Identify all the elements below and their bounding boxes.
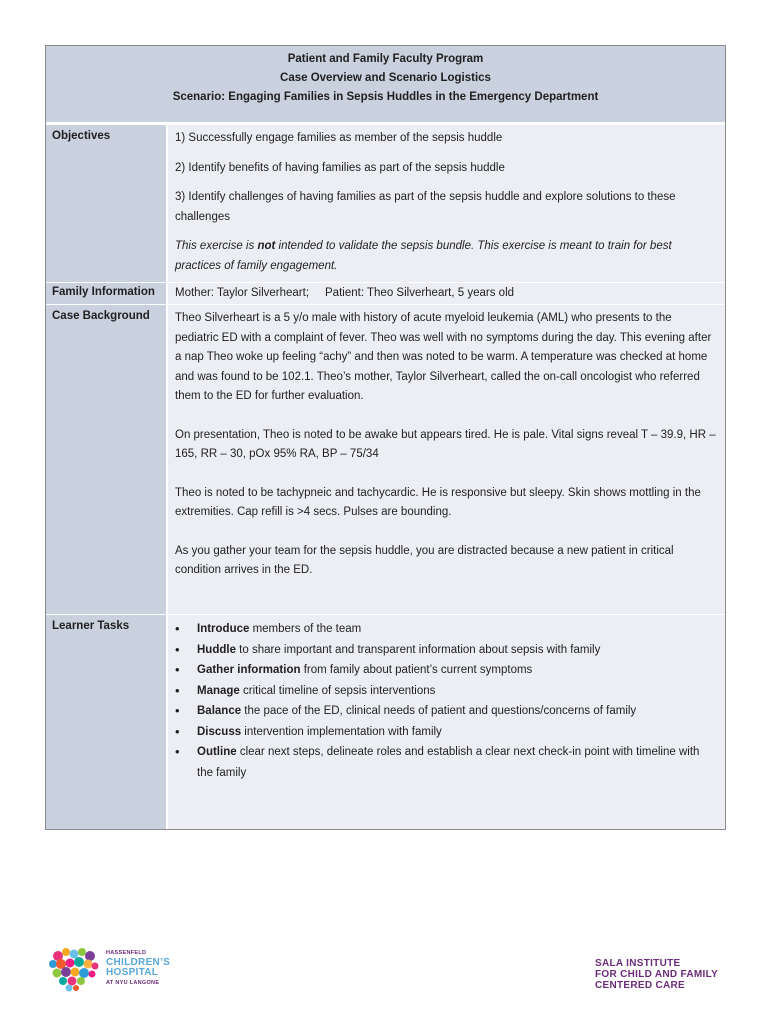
task-item: • Discuss intervention implementation with family — [175, 722, 717, 743]
objective-item: 1) Successfully engage families as member of the sepsis huddle — [175, 132, 503, 144]
objective-item: 3) Identify challenges of having families as part of the sepsis huddle and explore solutions to these challenges — [175, 191, 676, 223]
objectives-label: Objectives — [46, 125, 168, 282]
objectives-content — [168, 125, 725, 282]
scenario-title: Scenario: Engaging Families in Sepsis Huddles in the Emergency Department — [172, 91, 599, 103]
case-content — [168, 305, 725, 614]
task-item: • Manage critical timeline of sepsis interventions — [175, 681, 717, 702]
case-paragraph: Theo Silverheart is a 5 y/o male with history of acute myeloid leukemia (AML) who presents to the pediatric ED with a complaint of fever. Theo was well with no symptoms during the day. This evening after a nap Theo woke up feeling “achy” and then was noted to be warm. A temperature was checked at home and was found to be 102.1. Theo’s mother, Taylor Silverheart, called the on-call oncologist who referred them to the ED for further evaluation. — [175, 312, 712, 402]
note-text: This exercise is — [175, 240, 258, 252]
case-paragraph: As you gather your team for the sepsis huddle, you are distracted because a new patient in critical condition arrives in the ED. — [175, 544, 674, 576]
table-header — [46, 46, 725, 124]
hassenfeld-logo-text — [106, 948, 170, 988]
patient-info: Patient: Theo Silverheart, 5 years old — [325, 287, 515, 299]
task-item: • Gather information from family about patient’s current symptoms — [175, 660, 717, 681]
case-label: Case Background — [46, 305, 168, 614]
case-paragraph: Theo is noted to be tachypneic and tachycardic. He is responsive but sleepy. Skin shows mottling in the extremities. Cap refill is >4 secs. Pulses are bounding. — [175, 486, 701, 518]
logo-line: FOR CHILD AND FAMILY — [595, 969, 719, 980]
family-label: Family Information — [46, 283, 168, 304]
objectives-row — [46, 124, 725, 282]
tasks-content — [168, 615, 725, 829]
hassenfeld-logo — [44, 942, 170, 994]
note-text: intended to validate the sepsis bundle. This exercise is meant to train for best practices of family engagement. — [175, 240, 672, 272]
mother-info: Mother: Taylor Silverheart; — [175, 287, 310, 299]
case-row — [46, 304, 725, 614]
tasks-row — [46, 614, 725, 829]
task-item: • Huddle to share important and transparent information about sepsis with family — [175, 640, 717, 661]
logo-line: CENTERED CARE — [595, 980, 686, 991]
logo-line: SALA INSTITUTE — [595, 958, 681, 969]
task-item: • Introduce members of the team — [175, 619, 717, 640]
case-paragraph: On presentation, Theo is noted to be awake but appears tired. He is pale. Vital signs reveal T – 39.9, HR – 165, RR – 30, pOx 95% RA, BP – 75/34 — [175, 428, 716, 460]
family-row — [46, 282, 725, 304]
note-emphasis: not — [257, 240, 276, 252]
tasks-label: Learner Tasks — [46, 615, 168, 829]
objective-item: 2) Identify benefits of having families as part of the sepsis huddle — [175, 161, 505, 174]
logo-line: HASSENFELD — [106, 950, 147, 956]
objectives-note — [175, 237, 717, 276]
sala-institute-logo — [595, 958, 718, 991]
heart-mosaic-icon — [44, 942, 102, 994]
overview-title: Case Overview and Scenario Logistics — [280, 72, 491, 84]
program-title: Patient and Family Faculty Program — [287, 53, 484, 65]
logo-line: HOSPITAL — [106, 967, 159, 978]
logo-line: AT NYU LANGONE — [106, 980, 160, 986]
task-item: • Balance the pace of the ED, clinical needs of patient and questions/concerns of family — [175, 701, 717, 722]
task-list — [175, 619, 717, 783]
family-content — [168, 283, 725, 304]
task-item: • Outline clear next steps, delineate roles and establish a clear next check-in point with timeline with the family — [175, 742, 717, 783]
logo-line: CHILDREN’S — [106, 957, 171, 968]
case-overview-table — [45, 45, 726, 830]
